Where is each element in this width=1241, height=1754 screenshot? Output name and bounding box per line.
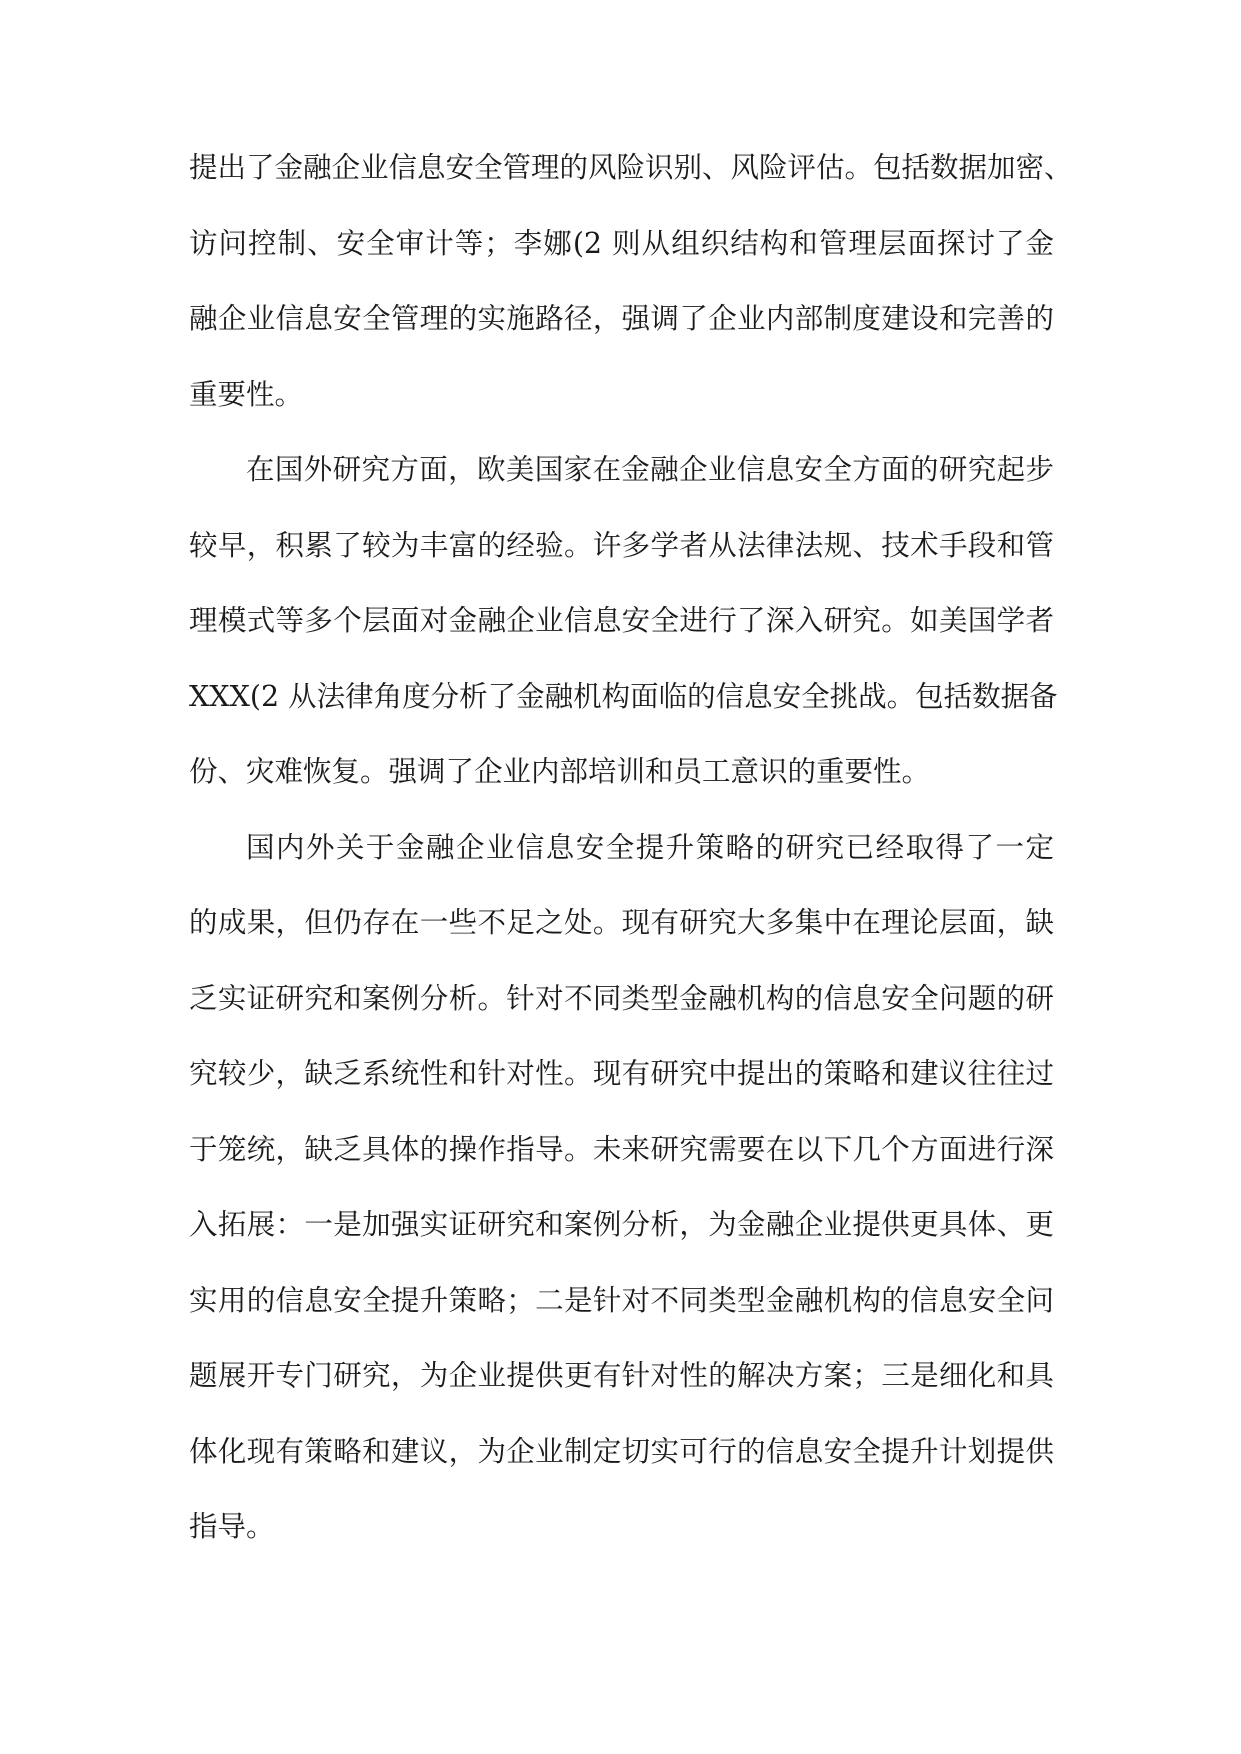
text-line: 指导。 bbox=[189, 1510, 275, 1543]
text-line: 重要性。 bbox=[189, 377, 304, 411]
body-text bbox=[189, 130, 1073, 1565]
text-line: 于笼统，缺乏具体的操作指导。未来研究需要在以下几个方面进行深 bbox=[189, 1132, 1054, 1166]
text-line: 国内外关于金融企业信息安全提升策略的研究已经取得了一定 bbox=[246, 830, 1054, 864]
text-line: 究较少，缺乏系统性和针对性。现有研究中提出的策略和建议往往过 bbox=[189, 1057, 1054, 1090]
text-line: 体化现有策略和建议，为企业制定切实可行的信息安全提升计划提供 bbox=[189, 1434, 1054, 1468]
text-line: 份、灾难恢复。强调了企业内部培训和员工意识的重要性。 bbox=[189, 755, 931, 788]
text-line: 乏实证研究和案例分析。针对不同类型金融机构的信息安全问题的研 bbox=[189, 981, 1054, 1015]
text-line: 提出了金融企业信息安全管理的风险识别、风险评估。包括数据加密、 bbox=[189, 151, 1073, 184]
text-line: 访问控制、安全审计等；李娜(2 则从组织结构和管理层面探讨了金 bbox=[189, 226, 1054, 260]
text-line: 题展开专门研究，为企业提供更有针对性的解决方案；三是细化和具 bbox=[189, 1359, 1054, 1392]
text-line: 实用的信息安全提升策略；二是针对不同类型金融机构的信息安全问 bbox=[189, 1283, 1054, 1317]
text-line: 理模式等多个层面对金融企业信息安全进行了深入研究。如美国学者 bbox=[189, 604, 1054, 637]
text-line: XXX(2 从法律角度分析了金融机构面临的信息安全挑战。包括数据备 bbox=[189, 679, 1058, 713]
text-line: 在国外研究方面，欧美国家在金融企业信息安全方面的研究起步 bbox=[246, 453, 1054, 486]
text-line: 较早，积累了较为丰富的经验。许多学者从法律法规、技术手段和管 bbox=[189, 528, 1054, 562]
text-line: 入拓展：一是加强实证研究和案例分析，为金融企业提供更具体、更 bbox=[189, 1208, 1054, 1241]
text-line: 融企业信息安全管理的实施路径，强调了企业内部制度建设和完善的 bbox=[189, 302, 1054, 335]
text-line: 的成果，但仍存在一些不足之处。现有研究大多集中在理论层面，缺 bbox=[189, 906, 1054, 939]
